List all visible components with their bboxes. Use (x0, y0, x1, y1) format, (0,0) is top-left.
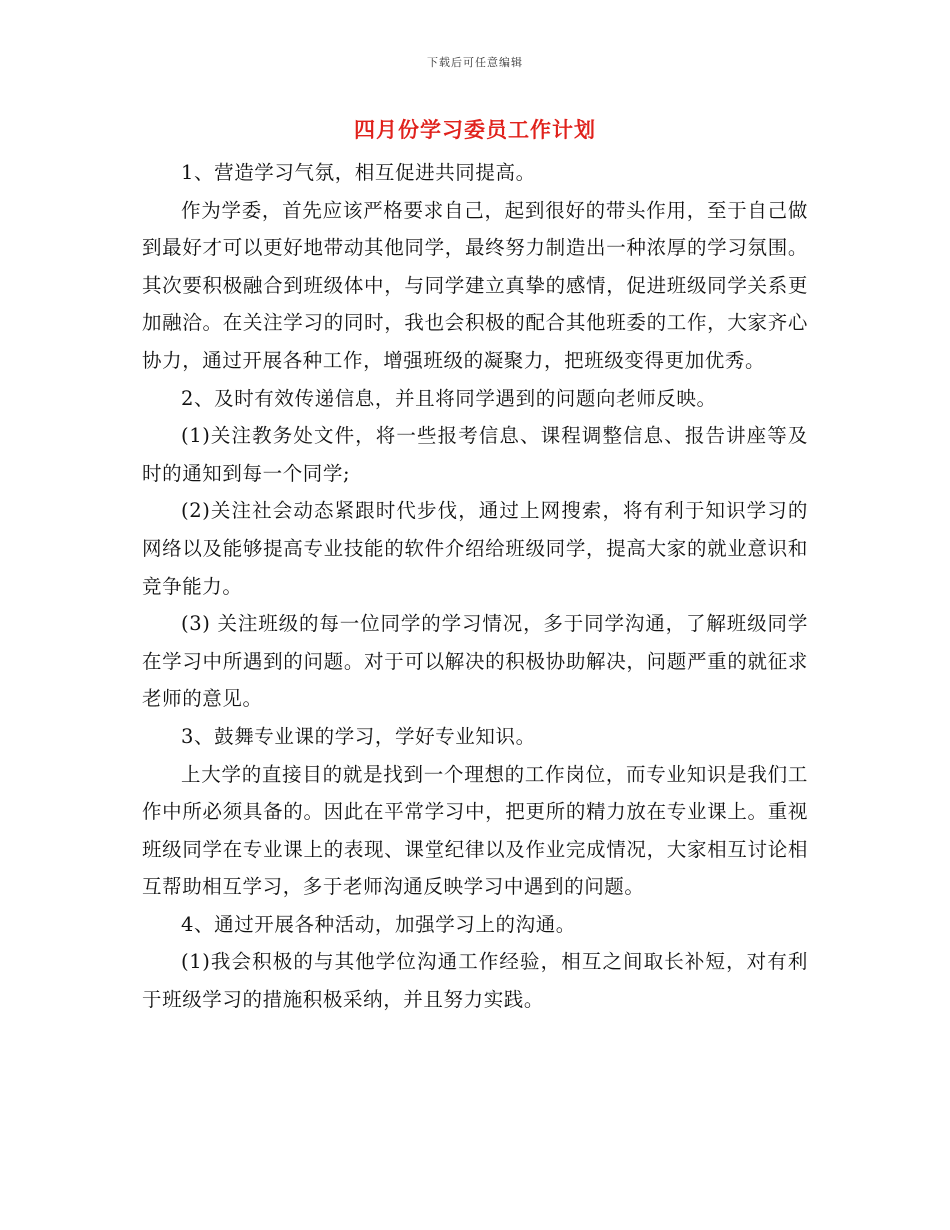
page-header-note: 下载后可任意编辑 (427, 56, 523, 69)
section-2-heading: 2、及时有效传递信息，并且将同学遇到的问题向老师反映。 (181, 386, 717, 410)
section-4-item-1: (1)我会积极的与其他学位沟通工作经验，相互之间取长补短，对有利于班级学习的措施积极采纳，并且努力实践。 (142, 950, 808, 1012)
document-body (142, 154, 808, 1019)
document-title: 四月份学习委员工作计划 (354, 117, 596, 142)
section-2-item-2: (2)关注社会动态紧跟时代步伐，通过上网搜索，将有利于知识学习的网络以及能够提高专业技能的软件介绍给班级同学，提高大家的就业意识和竞争能力。 (142, 499, 808, 598)
section-1-body: 作为学委，首先应该严格要求自己，起到很好的带头作用，至于自己做到最好才可以更好地带动其他同学，最终努力制造出一种浓厚的学习氛围。其次要积极融合到班级体中，与同学建立真挚的感情，促进班级同学关系更加融洽。在关注学习的同时，我也会积极的配合其他班委的工作，大家齐心协力，通过开展各种工作，增强班级的凝聚力，把班级变得更加优秀。 (142, 198, 808, 372)
section-2-item-1: (1)关注教务处文件，将一些报考信息、课程调整信息、报告讲座等及时的通知到每一个同学; (142, 424, 808, 485)
section-4-heading: 4、通过开展各种活动，加强学习上的沟通。 (181, 912, 576, 936)
section-1-heading: 1、营造学习气氛，相互促进共同提高。 (181, 161, 536, 184)
section-3-body: 上大学的直接目的就是找到一个理想的工作岗位，而专业知识是我们工作中所必须具备的。因此在平常学习中，把更所的精力放在专业课上。重视班级同学在专业课上的表现、课堂纪律以及作业完成情况，大家相互讨论相互帮助相互学习，多于老师沟通反映学习中遇到的问题。 (142, 762, 808, 899)
section-3-heading: 3、鼓舞专业课的学习，学好专业知识。 (181, 724, 536, 748)
section-2-item-3: (3) 关注班级的每一位同学的学习情况，多于同学沟通，了解班级同学在学习中所遇到的问题。对于可以解决的积极协助解决，问题严重的就征求老师的意见。 (142, 612, 808, 711)
